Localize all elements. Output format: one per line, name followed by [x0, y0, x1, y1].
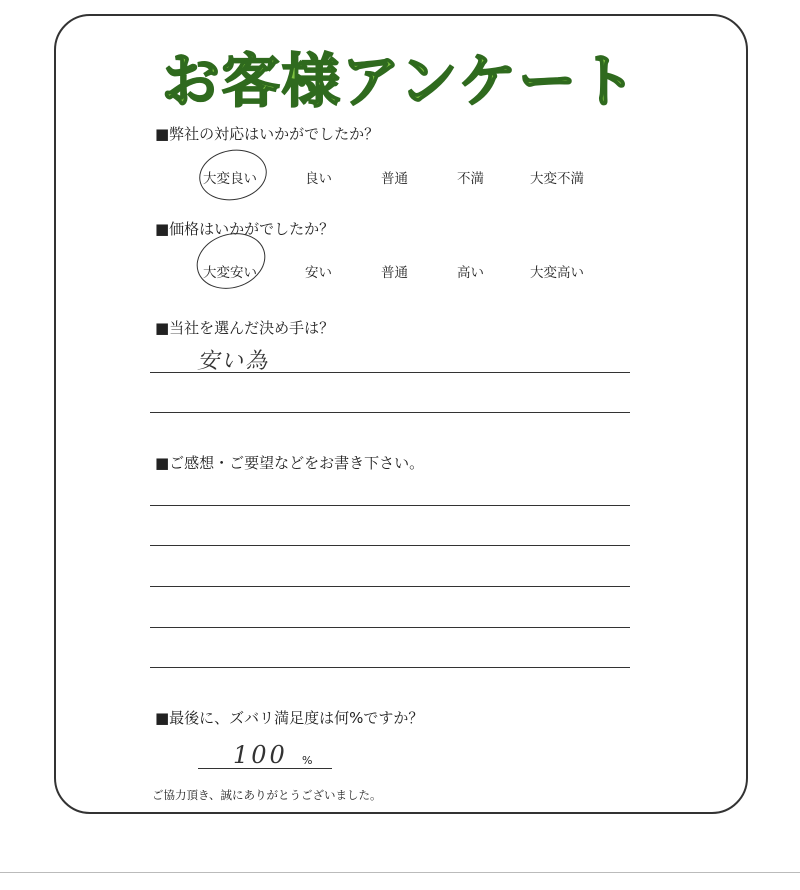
question-service: ■弊社の対応はいかがでしたか？	[155, 125, 380, 143]
option-price-cheap[interactable]: 安い	[305, 265, 332, 281]
comment-line-4[interactable]	[150, 627, 630, 628]
footer-thanks: ご協力頂き、誠にありがとうございました。	[152, 788, 382, 802]
survey-title: お客様アンケート	[161, 47, 639, 115]
option-service-normal[interactable]: 普通	[381, 171, 408, 187]
option-price-normal[interactable]: 普通	[381, 265, 408, 281]
question-reason: ■当社を選んだ決め手は？	[155, 319, 335, 337]
answer-line-2[interactable]	[150, 412, 630, 413]
question-satisfaction: ■最後に、ズバリ満足度は何%ですか？	[155, 709, 424, 727]
satisfaction-answer-line[interactable]	[198, 768, 332, 769]
comment-line-5[interactable]	[150, 667, 630, 668]
option-service-good[interactable]: 良い	[305, 171, 332, 187]
question-price: ■価格はいかがでしたか？	[155, 220, 335, 238]
comment-line-1[interactable]	[150, 505, 630, 506]
option-price-expensive[interactable]: 高い	[457, 265, 484, 281]
comment-line-2[interactable]	[150, 545, 630, 546]
option-price-very-expensive[interactable]: 大変高い	[530, 265, 584, 281]
handwritten-satisfaction-answer: 100	[233, 741, 288, 769]
answer-line-1[interactable]	[150, 372, 630, 373]
comment-line-3[interactable]	[150, 586, 630, 587]
option-price-very-cheap[interactable]: 大変安い	[203, 265, 257, 281]
option-service-very-good[interactable]: 大変良い	[203, 171, 257, 187]
percent-unit: %	[302, 754, 313, 767]
page-edge-rule	[0, 872, 800, 873]
option-service-very-unsatisfied[interactable]: 大変不満	[530, 171, 584, 187]
handwritten-reason-answer: 安い為	[197, 349, 270, 374]
option-service-unsatisfied[interactable]: 不満	[457, 171, 484, 187]
question-comments: ■ご感想・ご要望などをお書き下さい。	[155, 454, 425, 472]
